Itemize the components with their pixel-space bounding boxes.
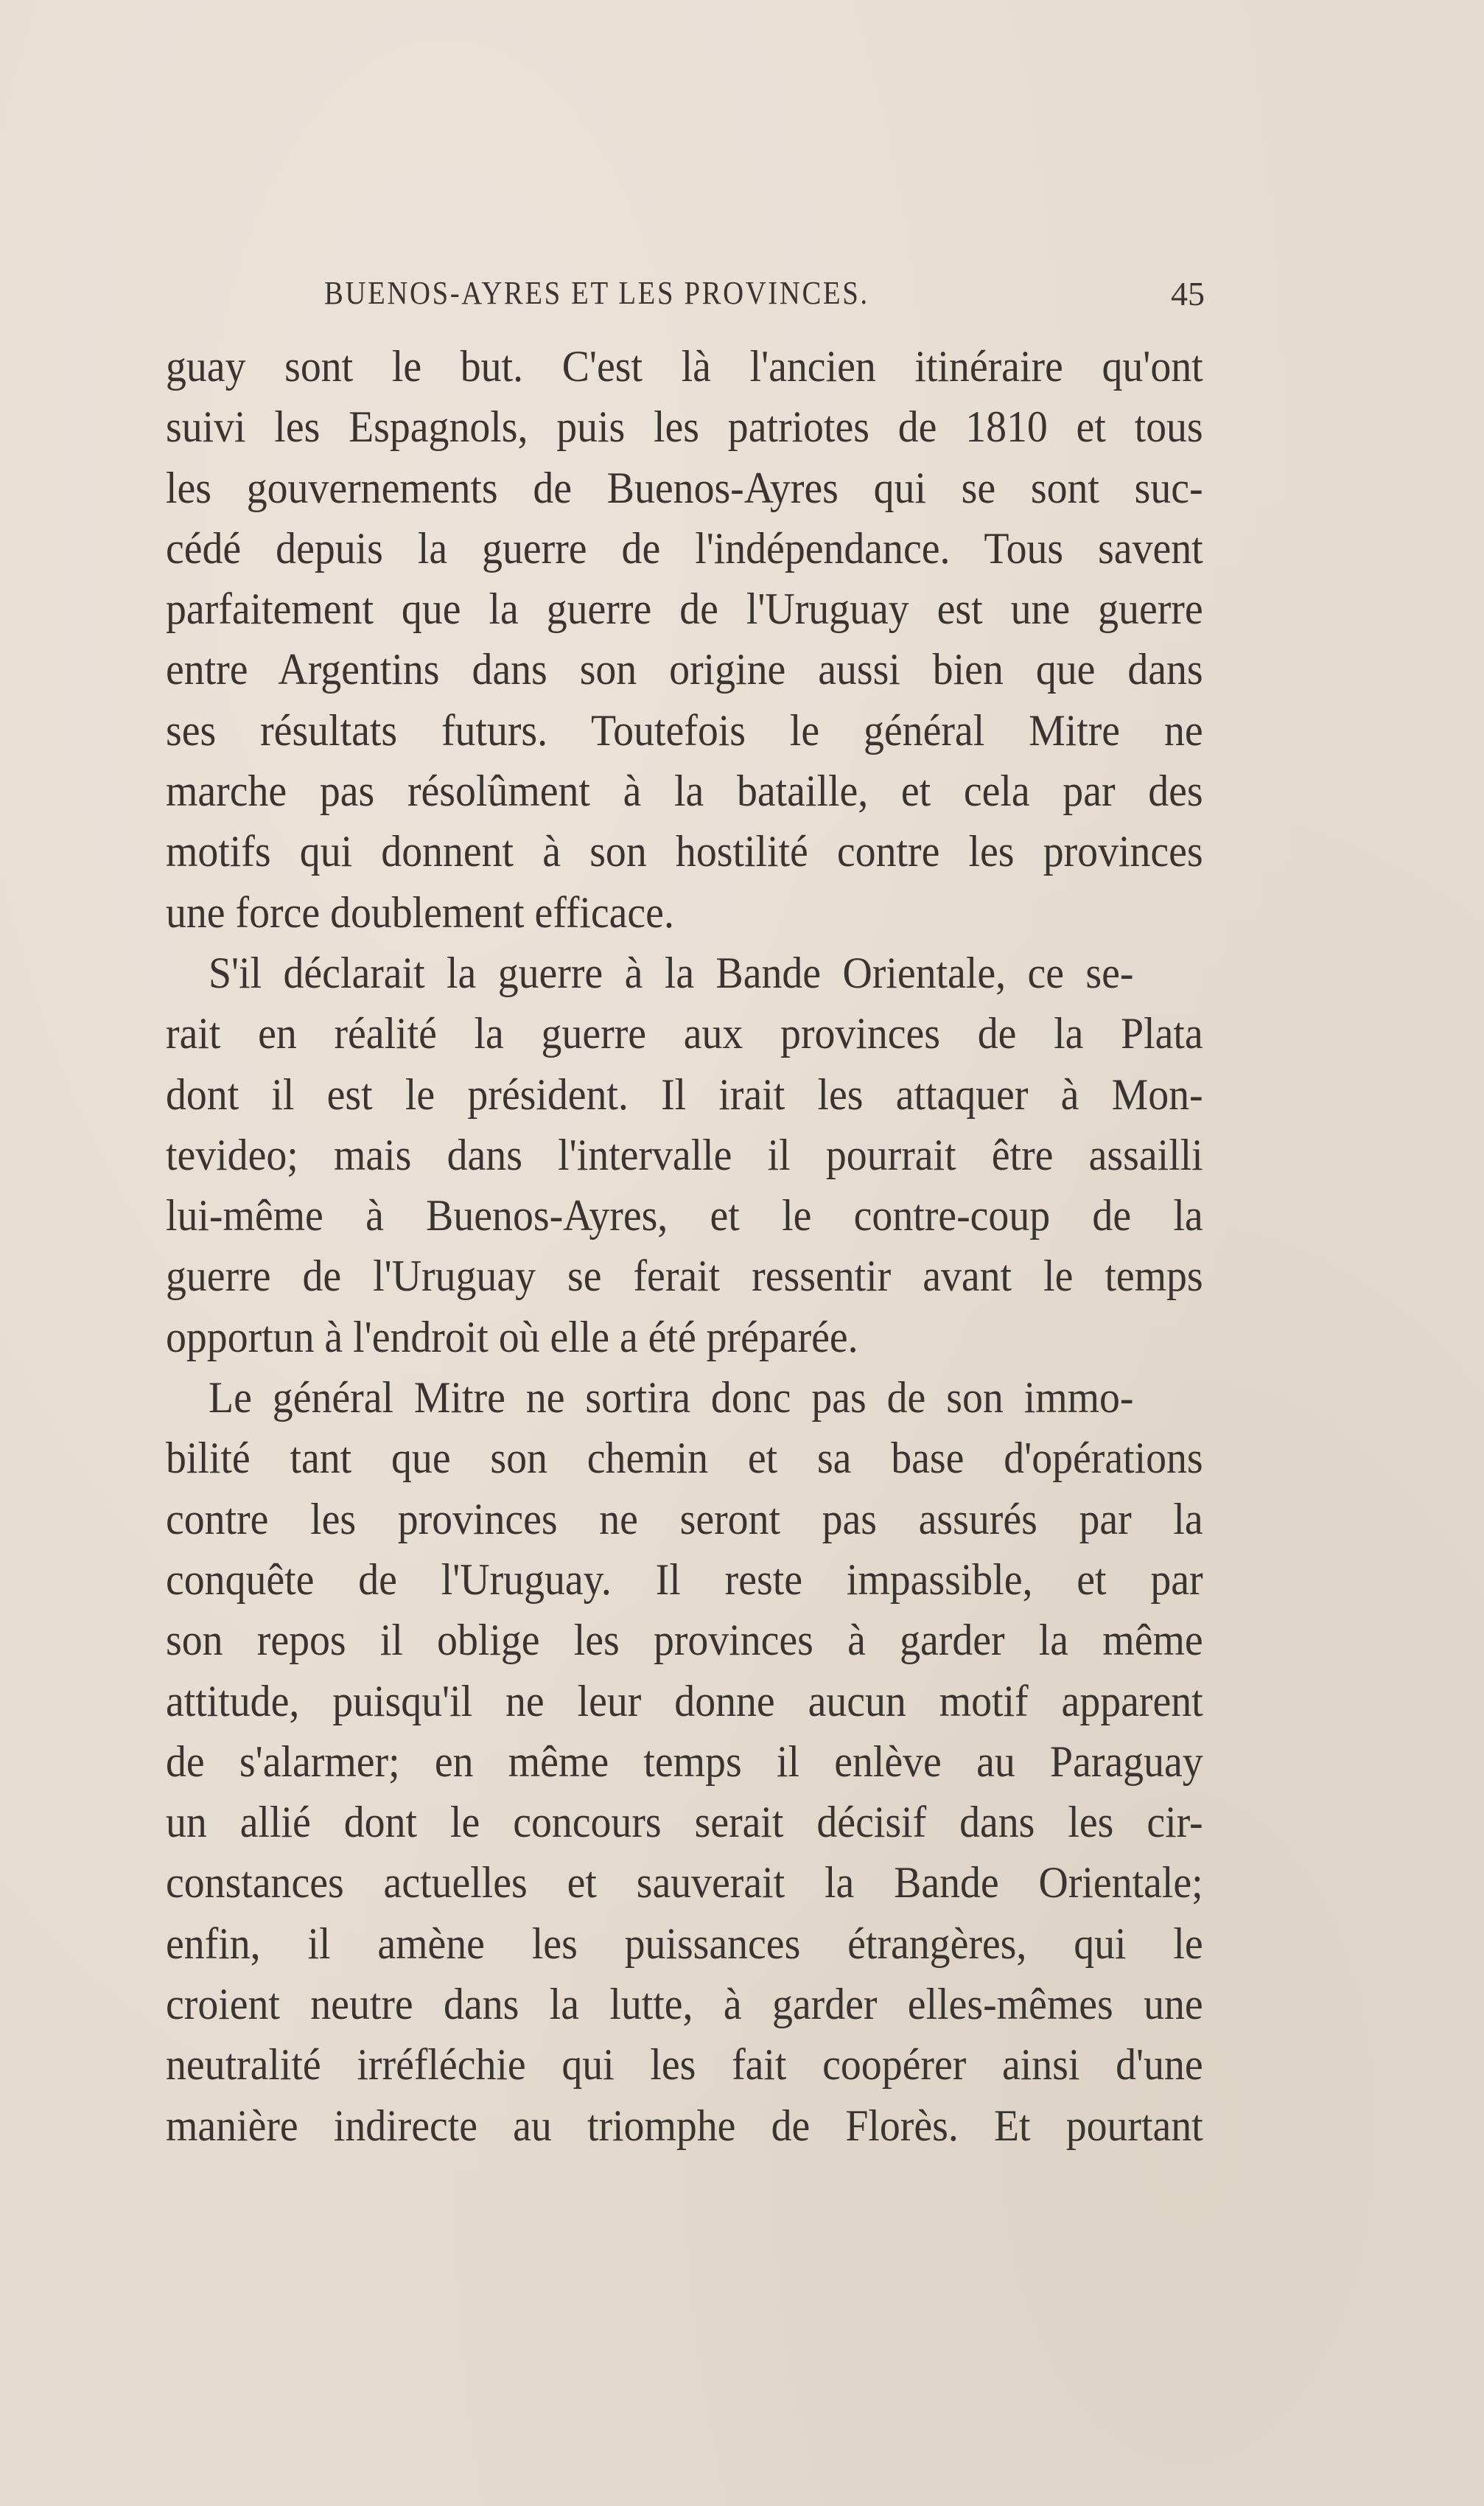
text-line: entre Argentins dans son origine aussi bien que dans <box>166 645 1203 694</box>
text-line: conquête de l'Uruguay. Il reste impassible, et par <box>166 1554 1203 1604</box>
text-line: dont il est le président. Il irait les attaquer à Mon- <box>166 1069 1203 1119</box>
text-line: S'il déclarait la guerre à la Bande Orientale, ce se- <box>209 948 1134 997</box>
text-line: guay sont le but. C'est là l'ancien itinéraire qu'ont <box>166 342 1203 391</box>
text-line: enfin, il amène les puissances étrangères, qui le <box>166 1919 1203 1968</box>
text-line: son repos il oblige les provinces à garder la même <box>166 1616 1203 1665</box>
running-title: BUENOS-AYRES ET LES PROVINCES. <box>324 275 869 311</box>
text-line: manière indirecte au triomphe de Florès. Et pourtant <box>166 2101 1203 2150</box>
text-line: croient neutre dans la lutte, à garder elles-mêmes une <box>166 1980 1203 2029</box>
text-line: marche pas résolûment à la bataille, et cela par des <box>166 767 1203 816</box>
text-line: un allié dont le concours serait décisif dans les cir- <box>166 1798 1203 1847</box>
text-line: de s'alarmer; en même temps il enlève au Paraguay <box>166 1737 1203 1786</box>
text-line: cédé depuis la guerre de l'indépendance. Tous savent <box>166 523 1203 573</box>
text-line: guerre de l'Uruguay se ferait ressentir avant le temps <box>166 1252 1203 1301</box>
text-line: tevideo; mais dans l'intervalle il pourrait être assailli <box>166 1130 1203 1179</box>
text-line: attitude, puisqu'il ne leur donne aucun motif apparent <box>166 1676 1203 1725</box>
page-number: 45 <box>1171 275 1205 313</box>
page-body <box>166 336 1203 2156</box>
text-line: une force doublement efficace. <box>166 887 674 937</box>
text-line: Le général Mitre ne sortira donc pas de son immo- <box>209 1373 1134 1423</box>
text-line: contre les provinces ne seront pas assurés par la <box>166 1494 1203 1543</box>
text-line: opportun à l'endroit où elle a été préparée. <box>166 1312 858 1361</box>
text-line: lui-même à Buenos-Ayres, et le contre-coup de la <box>166 1191 1203 1240</box>
text-line: motifs qui donnent à son hostilité contre les provinces <box>166 827 1203 876</box>
text-line: bilité tant que son chemin et sa base d'opérations <box>166 1434 1203 1483</box>
text-line: les gouvernements de Buenos-Ayres qui se sont suc- <box>166 463 1203 512</box>
text-line: parfaitement que la guerre de l'Uruguay est une guerre <box>166 584 1203 634</box>
page-header <box>166 274 1205 318</box>
text-line: neutralité irréfléchie qui les fait coopérer ainsi d'une <box>166 2040 1203 2090</box>
text-line: suivi les Espagnols, puis les patriotes de 1810 et tous <box>166 402 1203 452</box>
text-line: ses résultats futurs. Toutefois le général Mitre ne <box>166 705 1203 755</box>
text-line: constances actuelles et sauverait la Bande Orientale; <box>166 1858 1203 1908</box>
text-line: rait en réalité la guerre aux provinces de la Plata <box>166 1009 1203 1058</box>
